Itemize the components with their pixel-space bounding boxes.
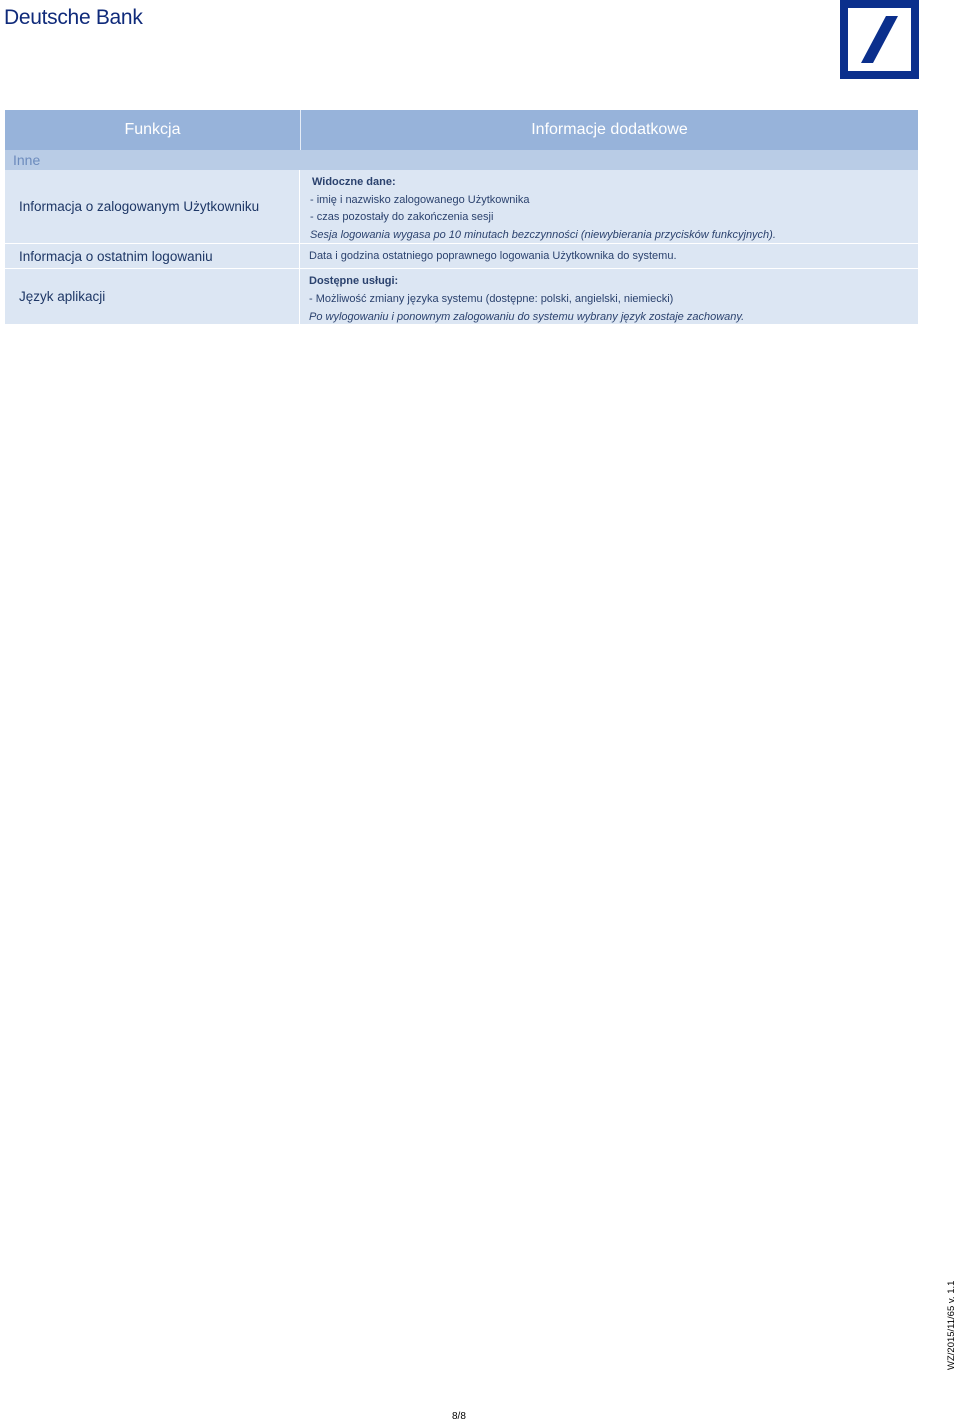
info-item: - Możliwość zmiany języka systemu (dostępne: polski, angielski, niemiecki): [309, 293, 674, 305]
header-function: Funkcja: [5, 110, 301, 150]
deutsche-bank-logo-icon: [840, 0, 919, 79]
info-note: Sesja logowania wygasa po 10 minutach bezczynności (niewybierania przycisków funkcyjnych).: [310, 228, 776, 241]
table-row: [5, 244, 918, 269]
document-version: WZ/2015/11/65 v. 1.1: [946, 1280, 957, 1370]
info-item: - imię i nazwisko zalogowanego Użytkownika: [310, 193, 530, 206]
table-row: [5, 170, 918, 244]
page-number: 8/8: [452, 1411, 466, 1422]
function-cell: Informacja o zalogowanym Użytkowniku: [5, 170, 300, 243]
info-cell: [300, 170, 918, 243]
info-heading: Widoczne dane:: [312, 176, 396, 188]
section-title: Inne: [5, 150, 918, 170]
table-row: [5, 269, 918, 325]
function-cell: Język aplikacji: [5, 269, 300, 324]
table-header: [5, 110, 918, 150]
info-item: - czas pozostały do zakończenia sesji: [310, 211, 494, 223]
info-heading: Dostępne usługi:: [309, 275, 399, 287]
functions-table: [5, 110, 918, 325]
brand-name: Deutsche Bank: [4, 6, 143, 29]
info-cell: [300, 269, 918, 324]
function-cell: Informacja o ostatnim logowaniu: [5, 244, 300, 268]
info-text: Data i godzina ostatniego poprawnego logowania Użytkownika do systemu.: [309, 250, 677, 262]
info-cell: [300, 244, 918, 268]
info-note: Po wylogowaniu i ponownym zalogowaniu do systemu wybrany język zostaje zachowany.: [309, 311, 745, 323]
header-additional-info: Informacje dodatkowe: [531, 121, 688, 138]
